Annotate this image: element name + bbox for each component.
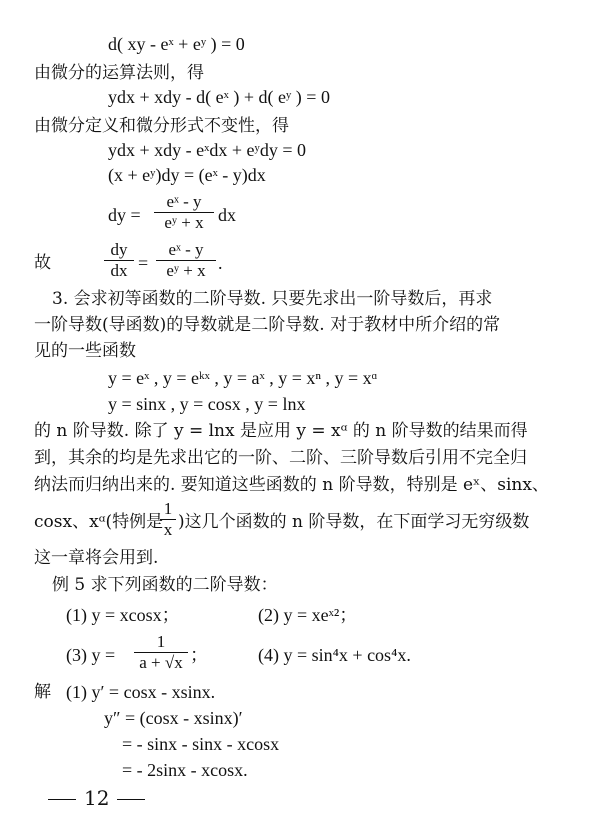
fraction-denominator: eʸ + x (166, 261, 206, 280)
solution-step: = - 2sinx - xcosx. (122, 760, 248, 780)
problem-4: (4) y = sin⁴x + cos⁴x. (258, 645, 411, 665)
fraction (154, 192, 214, 233)
fraction (156, 240, 216, 281)
solution-label: 解 (34, 682, 51, 702)
paragraph-line: 一阶导数(导函数)的导数就是二阶导数. 对于教材中所介绍的常 (34, 315, 501, 335)
fraction-numerator: eˣ - y (166, 192, 202, 211)
text-line: 由微分的运算法则，得 (34, 63, 204, 83)
page-number: 12 (84, 786, 110, 810)
problem-2: (2) y = xeˣ²； (258, 605, 358, 625)
equation-expanded: ydx + xdy - eˣdx + eʸdy = 0 (108, 140, 306, 160)
problem-3-end: ； (190, 645, 208, 665)
fraction-denominator: a + √x (139, 653, 183, 672)
solution-step: y″ = (cosx - xsinx)′ (104, 708, 243, 728)
paragraph-line-part: cosx、xᵅ(特例是 (34, 512, 164, 532)
paragraph-line: 见的一些函数 (34, 341, 136, 361)
fraction-denominator: x (163, 520, 173, 539)
conclusion-label: 故 (34, 253, 51, 273)
period: . (218, 253, 223, 273)
text-line: 由微分定义和微分形式不变性，得 (34, 116, 289, 136)
solution-step: (1) y′ = cosx - xsinx. (66, 682, 216, 702)
folio-dash (117, 799, 145, 800)
equals-sign: = (138, 253, 149, 273)
page-folio (40, 786, 153, 810)
fraction-numerator: dy (110, 240, 128, 259)
problem-1: (1) y = xcosx； (66, 605, 180, 625)
example-title: 例 5 求下列函数的二阶导数： (52, 575, 278, 595)
paragraph-line: 纳法而归纳出来的. 要知道这些函数的 n 阶导数，特别是 eˣ、sinx、 (34, 475, 549, 495)
fraction (104, 240, 134, 281)
fraction-numerator: eˣ - y (168, 240, 204, 259)
fraction-numerator: 1 (163, 499, 173, 518)
function-list: y = eˣ , y = eᵏˣ , y = aˣ , y = xⁿ , y = xᵅ (108, 368, 378, 388)
fraction (160, 499, 176, 540)
paragraph-line-part: )这几个函数的 n 阶导数，在下面学习无穷级数 (178, 512, 530, 532)
fraction-numerator: 1 (156, 632, 166, 651)
fraction-denominator: eʸ + x (164, 213, 204, 232)
solution-step: = - sinx - sinx - xcosx (122, 734, 280, 754)
paragraph-line: 到，其余的均是先求出它的一阶、二阶、三阶导数后引用不完全归 (34, 448, 527, 468)
paragraph-line: 的 n 阶导数. 除了 y = lnx 是应用 y = xᵅ 的 n 阶导数的结果而得 (34, 421, 528, 441)
paragraph-line: 3. 会求初等函数的二阶导数. 只要先求出一阶导数后，再求 (52, 289, 493, 309)
fraction (134, 632, 188, 673)
equation-rule: ydx + xdy - d( eˣ ) + d( eʸ ) = 0 (108, 87, 330, 107)
equation-grouped: (x + eʸ)dy = (eˣ - y)dx (108, 165, 266, 185)
equation-dy-lhs: dy = (108, 205, 141, 225)
fraction-denominator: dx (110, 261, 128, 280)
paragraph-line: 这一章将会用到. (34, 548, 159, 568)
equation-dy-rhs: dx (218, 205, 236, 225)
folio-dash (48, 799, 76, 800)
problem-3-lhs: (3) y = (66, 645, 116, 665)
function-list: y = sinx , y = cosx , y = lnx (108, 394, 306, 414)
equation-differential: d( xy - eˣ + eʸ ) = 0 (108, 34, 245, 54)
